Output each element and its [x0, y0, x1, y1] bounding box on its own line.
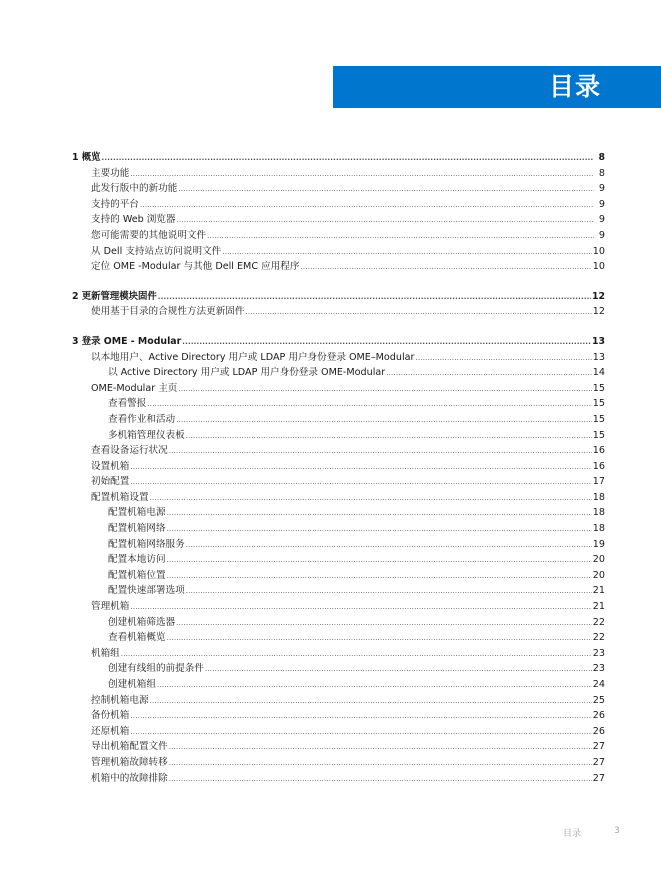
- dot-leader: [177, 213, 594, 228]
- toc-page-number: 13: [592, 351, 605, 363]
- toc-entry-title: 使用基于目录的合规性方法更新固件: [91, 306, 245, 318]
- dot-leader: [158, 290, 591, 305]
- toc-entry-title: 还原机箱: [91, 725, 130, 737]
- toc-page-number: 26: [592, 710, 605, 722]
- toc-entry-title: 主要功能: [91, 167, 130, 179]
- toc-entry[interactable]: [72, 521, 605, 537]
- dot-leader: [130, 475, 591, 490]
- toc-entry[interactable]: [72, 244, 605, 260]
- toc-page-number: 14: [592, 367, 605, 379]
- toc-entry[interactable]: [72, 552, 605, 568]
- toc-page-number: 26: [592, 725, 605, 737]
- toc-page-number: 20: [592, 554, 605, 566]
- toc-entry[interactable]: [72, 428, 605, 444]
- toc-entry[interactable]: [72, 755, 605, 771]
- toc-entry[interactable]: [72, 568, 605, 584]
- toc-entry[interactable]: [72, 677, 605, 693]
- toc-entry[interactable]: [72, 197, 605, 213]
- toc-page-number: 22: [592, 632, 605, 644]
- toc-chapter-entry[interactable]: [72, 289, 605, 305]
- toc-entry[interactable]: [72, 259, 605, 275]
- dot-leader: [167, 506, 592, 521]
- dot-leader: [186, 584, 592, 599]
- dot-leader: [150, 491, 592, 506]
- toc-entry[interactable]: [72, 212, 605, 228]
- toc-page-number: 24: [592, 679, 605, 690]
- toc-entry-title: 配置机箱网络服务: [108, 538, 185, 550]
- toc-entry-title: 配置机箱网络: [108, 523, 166, 535]
- dot-leader: [130, 600, 591, 615]
- dot-leader: [169, 756, 592, 771]
- dot-leader: [130, 709, 591, 724]
- toc-page-number: 8: [598, 152, 605, 163]
- dot-leader: [130, 725, 591, 740]
- dot-leader: [178, 182, 594, 197]
- toc-page-number: 15: [592, 429, 605, 441]
- toc-entry-title: 初始配置: [91, 476, 130, 488]
- toc-entry-title: 以本地用户、Active Directory 用户或 LDAP 用户身份登录 OME–Modular: [91, 351, 415, 363]
- title-banner: [333, 66, 661, 108]
- toc-page-number: 9: [598, 198, 605, 210]
- toc-entry[interactable]: [72, 381, 605, 397]
- dot-leader: [186, 538, 592, 553]
- toc-entry[interactable]: [72, 771, 605, 787]
- toc-entry-title: 创建有线组的前提条件: [108, 663, 204, 675]
- toc-entry-title: 查看设备运行状况: [91, 445, 168, 457]
- toc-entry-title: 以 Active Directory 用户或 LDAP 用户身份登录 OME-Modular: [108, 367, 386, 379]
- toc-entry[interactable]: [72, 661, 605, 677]
- toc-entry-title: 管理机箱: [91, 601, 130, 613]
- toc-entry-title: OME-Modular 主页: [91, 382, 178, 394]
- toc-page-number: 10: [592, 261, 605, 273]
- toc-page-number: 10: [592, 245, 605, 257]
- toc-page-number: 22: [592, 616, 605, 628]
- dot-leader: [300, 260, 591, 275]
- toc-entry[interactable]: [72, 412, 605, 428]
- toc-page-number: 27: [592, 772, 605, 784]
- dot-leader: [121, 647, 592, 662]
- dot-leader: [130, 167, 594, 182]
- toc-entry[interactable]: [72, 304, 605, 320]
- page-title: 目录: [548, 72, 601, 101]
- dot-leader: [415, 351, 591, 366]
- dot-leader: [169, 444, 592, 459]
- toc-entry[interactable]: [72, 724, 605, 740]
- toc-entry-title: 配置机箱设置: [91, 491, 149, 503]
- dot-leader: [222, 245, 592, 260]
- toc-entry-title: 1 概览: [72, 152, 101, 163]
- toc-entry[interactable]: [72, 583, 605, 599]
- dot-leader: [178, 382, 591, 397]
- toc-entry[interactable]: [72, 599, 605, 615]
- toc-page-number: 9: [598, 229, 605, 241]
- toc-entry-title: 机箱中的故障排除: [91, 772, 168, 784]
- footer-label: 目录: [563, 829, 582, 839]
- dot-leader: [167, 569, 592, 584]
- toc-page-number: 21: [592, 585, 605, 597]
- dot-leader: [140, 198, 594, 213]
- toc-page-number: 19: [592, 538, 605, 550]
- toc-page-number: 15: [592, 398, 605, 410]
- toc-entry-title: 控制机箱电源: [91, 694, 149, 706]
- toc-entry[interactable]: [72, 505, 605, 521]
- toc-entry-title: 定位 OME -Modular 与其他 Dell EMC 应用程序: [91, 261, 300, 273]
- toc-page-number: 16: [592, 445, 605, 457]
- toc-page-number: 27: [592, 756, 605, 768]
- dot-leader: [386, 366, 592, 381]
- toc-page-number: 12: [592, 306, 605, 318]
- dot-leader: [167, 553, 592, 568]
- toc-page-number: 8: [598, 167, 605, 179]
- dot-leader: [167, 631, 592, 646]
- toc-chapter: [72, 334, 605, 786]
- dot-leader: [182, 335, 591, 350]
- toc-page-number: 23: [592, 663, 605, 675]
- toc-entry[interactable]: [72, 630, 605, 646]
- dot-leader: [207, 229, 594, 244]
- toc-entry[interactable]: [72, 739, 605, 755]
- toc-page-number: 16: [592, 460, 605, 472]
- dot-leader: [205, 662, 592, 677]
- toc-entry-title: 此发行版中的新功能: [91, 183, 178, 195]
- toc-chapter-entry[interactable]: [72, 150, 605, 166]
- dot-leader: [130, 460, 591, 475]
- toc-entry-title: 配置快速部署选项: [108, 585, 185, 597]
- dot-leader: [150, 694, 592, 709]
- toc-entry-title: 设置机箱: [91, 460, 130, 472]
- toc-entry-title: 您可能需要的其他说明文件: [91, 229, 207, 241]
- dot-leader: [102, 151, 594, 166]
- toc-page-number: 12: [591, 290, 605, 302]
- toc-entry-title: 查看警报: [108, 398, 147, 410]
- toc-page-number: 9: [598, 214, 605, 226]
- toc-entry-title: 支持的平台: [91, 198, 139, 210]
- toc-page-number: 18: [592, 507, 605, 519]
- toc-page-number: 15: [592, 413, 605, 425]
- toc-entry-title: 配置机箱电源: [108, 507, 166, 519]
- toc-entry-title: 从 Dell 支持站点访问说明文件: [91, 245, 222, 257]
- toc-chapter: [72, 289, 605, 320]
- dot-leader: [169, 772, 592, 787]
- toc-entry-title: 配置本地访问: [108, 554, 166, 566]
- toc-entry-title: 2 更新管理模块固件: [72, 290, 157, 302]
- toc-entry[interactable]: [72, 350, 605, 366]
- toc-page-number: 17: [592, 476, 605, 488]
- dot-leader: [186, 429, 592, 444]
- dot-leader: [176, 413, 592, 428]
- toc-entry[interactable]: [72, 537, 605, 553]
- toc-entry[interactable]: [72, 443, 605, 459]
- toc-entry-title: 创建机箱组: [108, 679, 156, 690]
- toc-entry[interactable]: [72, 396, 605, 412]
- toc-entry[interactable]: [72, 228, 605, 244]
- dot-leader: [169, 740, 592, 755]
- dot-leader: [176, 616, 592, 631]
- toc-page-number: 21: [592, 601, 605, 613]
- toc-entry-title: 查看机箱概览: [108, 632, 166, 644]
- toc-entry[interactable]: [72, 459, 605, 475]
- toc-page-number: 23: [592, 647, 605, 659]
- toc-entry[interactable]: [72, 615, 605, 631]
- toc-entry[interactable]: [72, 365, 605, 381]
- toc-page-number: 18: [592, 491, 605, 503]
- toc-entry[interactable]: [72, 181, 605, 197]
- toc-chapter: [72, 150, 605, 275]
- toc-entry-title: 支持的 Web 浏览器: [91, 214, 176, 226]
- toc-entry-title: 配置机箱位置: [108, 569, 166, 581]
- toc-entry[interactable]: [72, 646, 605, 662]
- toc-page-number: 27: [592, 741, 605, 753]
- toc-entry[interactable]: [72, 474, 605, 490]
- toc-page-number: 25: [592, 694, 605, 706]
- toc-entry-title: 导出机箱配置文件: [91, 741, 168, 753]
- dot-leader: [147, 397, 591, 412]
- toc-entry[interactable]: [72, 166, 605, 182]
- dot-leader: [157, 678, 592, 693]
- dot-leader: [167, 522, 592, 537]
- toc-entry-title: 管理机箱故障转移: [91, 756, 168, 768]
- toc-chapter-entry[interactable]: [72, 334, 605, 350]
- toc-page-number: 20: [592, 569, 605, 581]
- toc-entry[interactable]: [72, 693, 605, 709]
- toc-entry-title: 机箱组: [91, 647, 120, 659]
- toc-entry-title: 创建机箱筛选器: [108, 616, 176, 628]
- toc-entry-title: 3 登录 OME - Modular: [72, 335, 182, 347]
- toc-entry[interactable]: [72, 708, 605, 724]
- toc-page-number: 13: [591, 335, 605, 347]
- toc-entry-title: 查看作业和活动: [108, 413, 176, 425]
- footer-page-number: 3: [614, 826, 620, 836]
- toc-page-number: 9: [598, 183, 605, 195]
- toc-page-number: 18: [592, 523, 605, 535]
- toc-entry-title: 备份机箱: [91, 710, 130, 722]
- dot-leader: [246, 305, 592, 320]
- toc-page-number: 15: [592, 382, 605, 394]
- table-of-contents: [72, 150, 605, 800]
- toc-entry-title: 多机箱管理仪表板: [108, 429, 185, 441]
- toc-entry[interactable]: [72, 490, 605, 506]
